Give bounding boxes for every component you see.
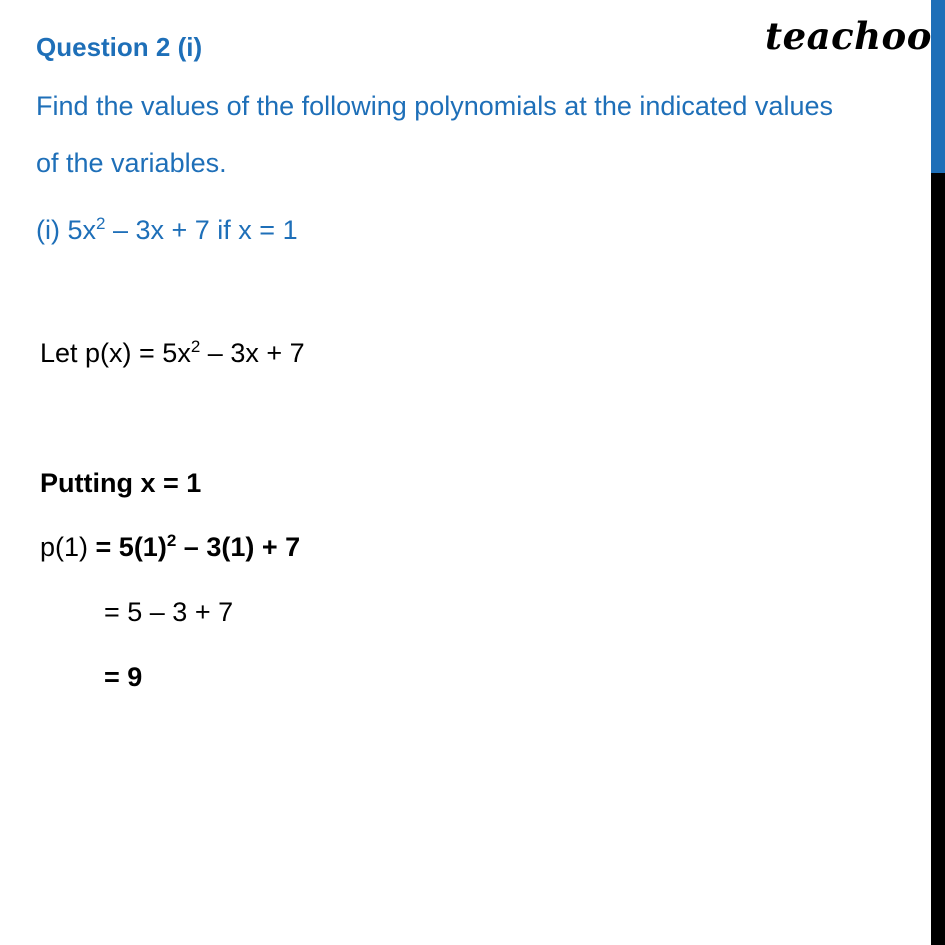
p1-bold-b: – 3(1) + 7 bbox=[176, 532, 301, 562]
teachoo-logo: teachoo bbox=[765, 14, 932, 58]
right-edge-accent bbox=[931, 0, 945, 173]
question-text-line-2: of the variables. bbox=[36, 148, 227, 178]
p1-prefix: p(1) bbox=[40, 532, 96, 562]
p1-bold-a: = 5(1) bbox=[95, 532, 167, 562]
putting-heading: Putting x = 1 bbox=[40, 468, 202, 498]
p1-exponent: 2 bbox=[166, 531, 177, 550]
part-exponent: 2 bbox=[96, 214, 106, 233]
let-suffix: – 3x + 7 bbox=[200, 338, 305, 368]
question-title: Question 2 (i) bbox=[36, 32, 203, 62]
let-statement bbox=[40, 338, 305, 369]
part-prefix: (i) 5x bbox=[36, 215, 96, 245]
step-two: = 5 – 3 + 7 bbox=[104, 597, 234, 627]
final-result: = 9 bbox=[104, 662, 143, 692]
let-exponent: 2 bbox=[190, 337, 201, 356]
question-text-line-1: Find the values of the following polynomials at the indicated values bbox=[36, 91, 833, 121]
part-suffix: – 3x + 7 if x = 1 bbox=[105, 215, 298, 245]
let-prefix: Let p(x) = 5x bbox=[40, 338, 191, 368]
question-part-i bbox=[36, 215, 298, 246]
p1-equation bbox=[40, 532, 300, 563]
